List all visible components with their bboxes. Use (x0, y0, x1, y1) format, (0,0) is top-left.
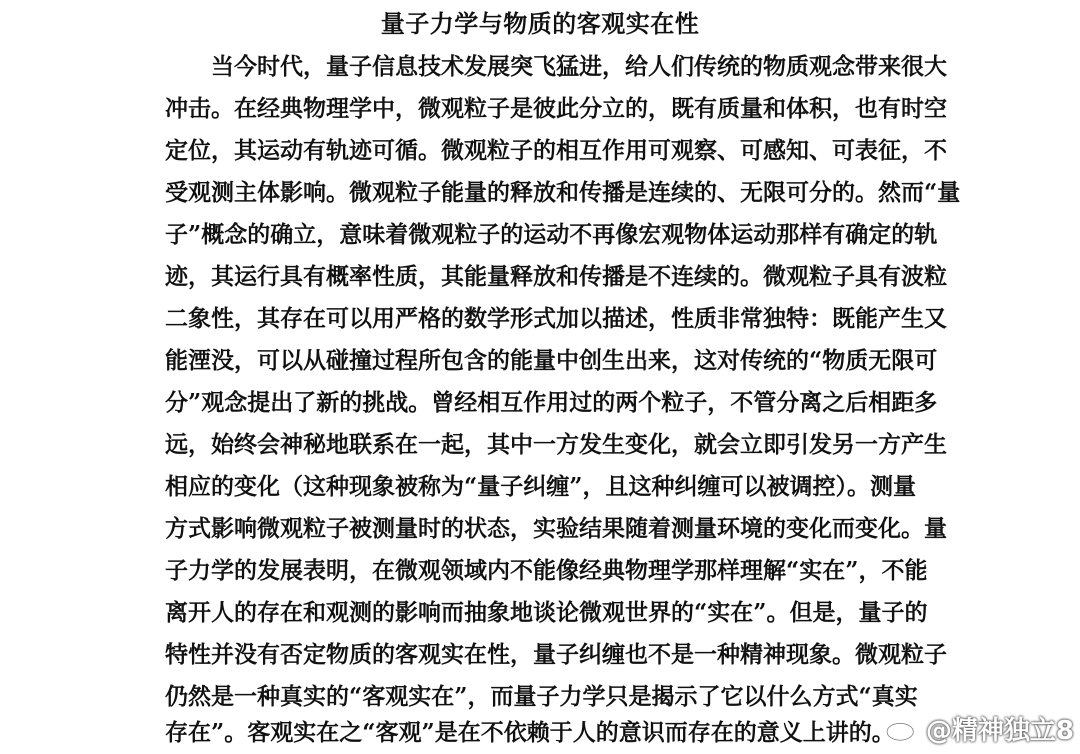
text-line: 子”概念的确立，意味着微观粒子的运动不再像宏观物体运动那样有确定的轨 (165, 221, 938, 248)
text-line: 二象性，其存在可以用严格的数学形式加以描述，性质非常独特：既能产生又 (165, 305, 947, 332)
watermark (884, 708, 1074, 748)
text-line: 远，始终会神秘地联系在一起，其中一方发生变化，就会立即引发另一方产生 (165, 431, 947, 458)
text-line: 迹，其运行具有概率性质，其能量释放和传播是不连续的。微观粒子具有波粒 (165, 263, 947, 290)
text-line: 方式影响微观粒子被测量时的状态，实验结果随着测量环境的变化而变化。量 (165, 515, 947, 542)
text-line: 离开人的存在和观测的影响而抽象地谈论微观世界的“实在”。但是，量子的 (165, 599, 928, 626)
text-line: 冲击。在经典物理学中，微观粒子是彼此分立的，既有质量和体积，也有时空 (165, 95, 947, 122)
text-line: 子力学的发展表明，在微观领域内不能像经典物理学那样理解“实在”，不能 (165, 557, 928, 584)
page-title: 量子力学与物质的客观实在性 (380, 9, 700, 38)
text-line: 分”观念提出了新的挑战。曾经相互作用过的两个粒子，不管分离之后相距多 (165, 389, 938, 416)
text-line: 受观测主体影响。微观粒子能量的释放和传播是连续的、无限可分的。然而“量 (165, 179, 961, 206)
text-line: 相应的变化（这种现象被称为“量子纠缠”，且这种纠缠可以被调控）。测量 (165, 473, 916, 500)
text-line: 仍然是一种真实的“客观实在”，而量子力学只是揭示了它以什么方式“真实 (165, 683, 918, 710)
text-line: 存在”。客观实在之“客观”是在不依赖于人的意识而存在的意义上讲的。 (165, 719, 895, 746)
text-line: 当今时代，量子信息技术发展突飞猛进，给人们传统的物质观念带来很大 (211, 53, 947, 80)
text-line: 特性并没有否定物质的客观实在性，量子纠缠也不是一种精神现象。微观粒子 (165, 641, 947, 668)
text-line: 定位，其运动有轨迹可循。微观粒子的相互作用可观察、可感知、可表征，不 (165, 137, 947, 164)
weibo-logo-icon (884, 713, 922, 743)
watermark-text: @精神独立8 (925, 715, 1074, 746)
text-line: 能湮没，可以从碰撞过程所包含的能量中创生出来，这对传统的“物质无限可 (165, 347, 938, 374)
